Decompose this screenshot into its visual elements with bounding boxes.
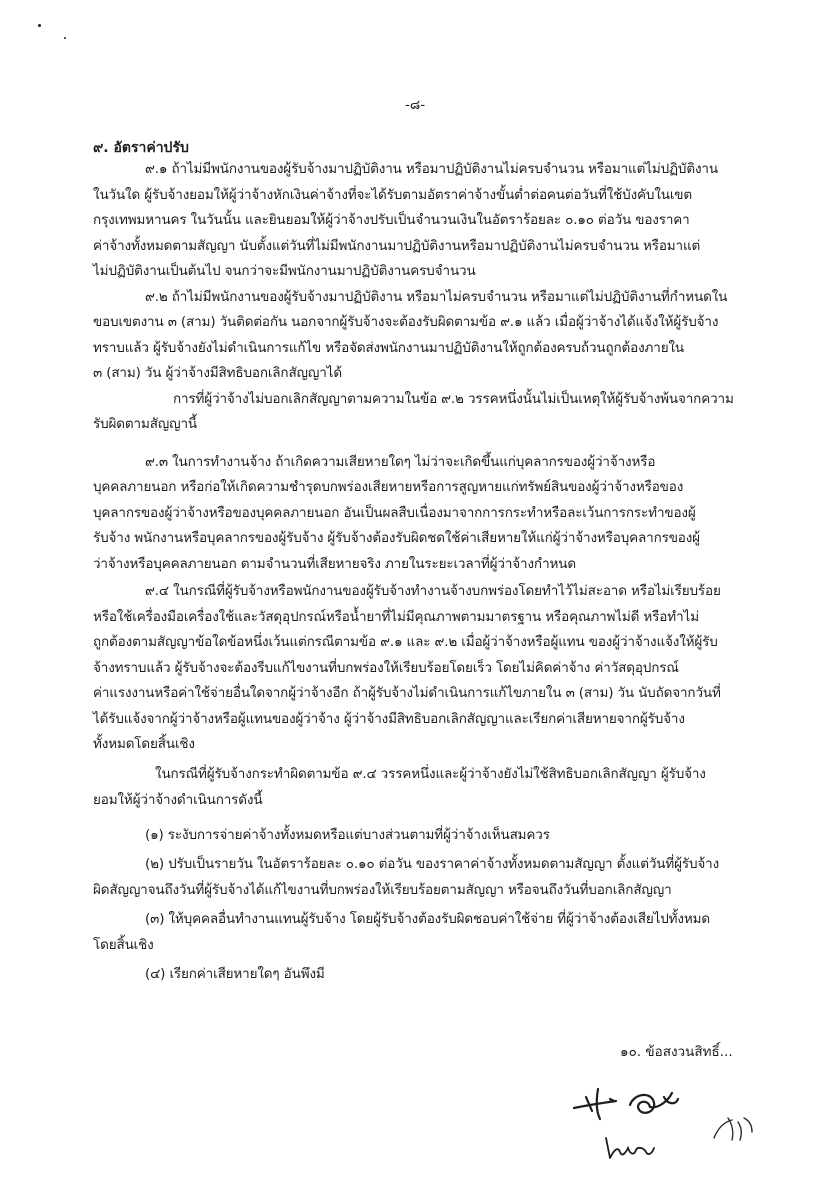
text-line: ขอบเขตงาน ๓ (สาม) วันติดต่อกัน นอกจากผู้รับจ้างจะต้องรับผิดตามข้อ ๙.๑ แล้ว เมื่อผู้ว่าจ้างได้แจ้งให้ผู้รับจ้าง: [93, 314, 719, 330]
scan-speck: [38, 24, 41, 27]
text-line: ๙.๔ ในกรณีที่ผู้รับจ้างหรือพนักงานของผู้รับจ้างทำงานจ้างบกพร่องโดยทำไว้ไม่สะอาด หรือไม่เรียบร้อย: [145, 583, 721, 599]
text-line: ได้รับแจ้งจากผู้ว่าจ้างหรือผู้แทนของผู้ว่าจ้าง ผู้ว่าจ้างมีสิทธิบอกเลิกสัญญาและเรียกค่าเสียหายจากผู้รับจ้าง: [93, 711, 685, 727]
text-line: บุคลากรของผู้ว่าจ้างหรือของบุคคลภายนอก อันเป็นผลสืบเนื่องมาจากการกระทำหรือละเว้นการกระทำของผู้: [93, 505, 696, 521]
section-heading: ๙. อัตราค่าปรับ: [93, 140, 189, 156]
text-line: (๒) ปรับเป็นรายวัน ในอัตราร้อยละ ๐.๑๐ ต่อวัน ของราคาค่าจ้างทั้งหมดตามสัญญา ตั้งแต่วันที่ผู้รับจ้าง: [145, 856, 720, 872]
signature-image: [568, 1075, 688, 1130]
text-line: (๓) ให้บุคคลอื่นทำงานแทนผู้รับจ้าง โดยผู้รับจ้างต้องรับผิดชอบค่าใช้จ่าย ที่ผู้ว่าจ้างต้องเสียไปทั้งหมด: [145, 911, 710, 927]
page-number: -๘-: [405, 97, 426, 113]
text-line: (๑) ระงับการจ่ายค่าจ้างทั้งหมดหรือแต่บางส่วนตามที่ผู้ว่าจ้างเห็นสมควร: [145, 827, 550, 843]
text-line: จ้างทราบแล้ว ผู้รับจ้างจะต้องรีบแก้ไขงานที่บกพร่องให้เรียบร้อยโดยเร็ว โดยไม่คิดค่าจ้าง ค่าวัสดุอุปกรณ์: [93, 660, 679, 676]
text-line: รับจ้าง พนักงานหรือบุคลากรของผู้รับจ้าง ผู้รับจ้างต้องรับผิดชดใช้ค่าเสียหายให้แก่ผู้ว่าจ้างหรือบุคลากรของผู้: [93, 530, 700, 546]
text-line: ทราบแล้ว ผู้รับจ้างยังไม่ดำเนินการแก้ไข หรือจัดส่งพนักงานมาปฏิบัติงานให้ถูกต้องครบถ้วนถูกต้องภายใน: [93, 340, 684, 356]
text-line: หรือใช้เครื่องมือเครื่องใช้และวัสดุอุปกรณ์หรือน้ำยาที่ไม่มีคุณภาพตามมาตรฐาน หรือคุณภาพไม่ดี หรือทำไม่: [93, 609, 699, 625]
text-line: ในกรณีที่ผู้รับจ้างกระทำผิดตามข้อ ๙.๔ วรรคหนึ่งและผู้ว่าจ้างยังไม่ใช้สิทธิบอกเลิกสัญญา ผู้รับจ้าง: [155, 766, 706, 782]
text-line: ว่าจ้างหรือบุคคลภายนอก ตามจำนวนที่เสียหายจริง ภายในระยะเวลาที่ผู้ว่าจ้างกำหนด: [93, 556, 576, 572]
text-line: การที่ผู้ว่าจ้างไม่บอกเลิกสัญญาตามความในข้อ ๙.๒ วรรคหนึ่งนั้นไม่เป็นเหตุให้ผู้รับจ้างพ้นจากความ: [173, 391, 734, 407]
text-line: ๓ (สาม) วัน ผู้ว่าจ้างมีสิทธิบอกเลิกสัญญาได้: [93, 365, 342, 381]
text-line: ๙.๒ ถ้าไม่มีพนักงานของผู้รับจ้างมาปฏิบัติงาน หรือมาไม่ครบจำนวน หรือมาแต่ไม่ปฏิบัติงานที่กำหนดใน: [145, 289, 728, 305]
text-line: บุคคลภายนอก หรือก่อให้เกิดความชำรุดบกพร่องเสียหายหรือการสูญหายแก่ทรัพย์สินของผู้ว่าจ้างหรือของ: [93, 479, 684, 495]
text-line: ยอมให้ผู้ว่าจ้างดำเนินการดังนี้: [93, 792, 263, 808]
text-line: ไม่ปฏิบัติงานเป็นต้นไป จนกว่าจะมีพนักงานมาปฏิบัติงานครบจำนวน: [93, 263, 476, 279]
text-line: รับผิดตามสัญญานี้: [93, 416, 197, 432]
text-line: ทั้งหมดโดยสิ้นเชิง: [93, 736, 195, 752]
text-line: โดยสิ้นเชิง: [93, 937, 154, 953]
text-line: ในวันใด ผู้รับจ้างยอมให้ผู้ว่าจ้างหักเงินค่าจ้างที่จะได้รับตามอัตราค่าจ้างขั้นต่ำต่อคนต่อวันที่ใช้บังคับในเขต: [93, 187, 693, 203]
signature-image: [600, 1130, 660, 1166]
text-line: ผิดสัญญาจนถึงวันที่ผู้รับจ้างได้แก้ไขงานที่บกพร่องให้เรียบร้อยตามสัญญา หรือจนถึงวันที่บอกเลิกสัญญา: [93, 882, 672, 898]
text-line: ถูกต้องตามสัญญาข้อใดข้อหนึ่งเว้นแต่กรณีตามข้อ ๙.๑ และ ๙.๒ เมื่อผู้ว่าจ้างหรือผู้แทน ของผู้ว่าจ้างแจ้งให้ผู้รับ: [93, 634, 718, 650]
signature-image: [708, 1110, 758, 1146]
text-line: ค่าแรงงานหรือค่าใช้จ่ายอื่นใดจากผู้ว่าจ้างอีก ถ้าผู้รับจ้างไม่ดำเนินการแก้ไขภายใน ๓ (สาม) วัน นับถัดจากวันที่: [93, 685, 721, 701]
text-line: ค่าจ้างทั้งหมดตามสัญญา นับตั้งแต่วันที่ไม่มีพนักงานมาปฏิบัติงานหรือมาปฏิบัติงานไม่ครบจำนวน หรือมาแต่: [93, 238, 701, 254]
continuation-note: ๑๐. ข้อสงวนสิทธิ์...: [620, 1044, 733, 1060]
text-line: ๙.๑ ถ้าไม่มีพนักงานของผู้รับจ้างมาปฏิบัติงาน หรือมาปฏิบัติงานไม่ครบจำนวน หรือมาแต่ไม่ปฏิบัติงาน: [145, 161, 718, 177]
text-line: กรุงเทพมหานคร ในวันนั้น และยินยอมให้ผู้ว่าจ้างปรับเป็นจำนวนเงินในอัตราร้อยละ ๐.๑๐ ต่อวัน ของราคา: [93, 212, 690, 228]
scan-speck: [64, 37, 66, 39]
text-line: ๙.๓ ในการทำงานจ้าง ถ้าเกิดความเสียหายใดๆ ไม่ว่าจะเกิดขึ้นแก่บุคลากรของผู้ว่าจ้างหรือ: [145, 454, 656, 470]
text-line: (๔) เรียกค่าเสียหายใดๆ อันพึงมี: [145, 966, 325, 982]
